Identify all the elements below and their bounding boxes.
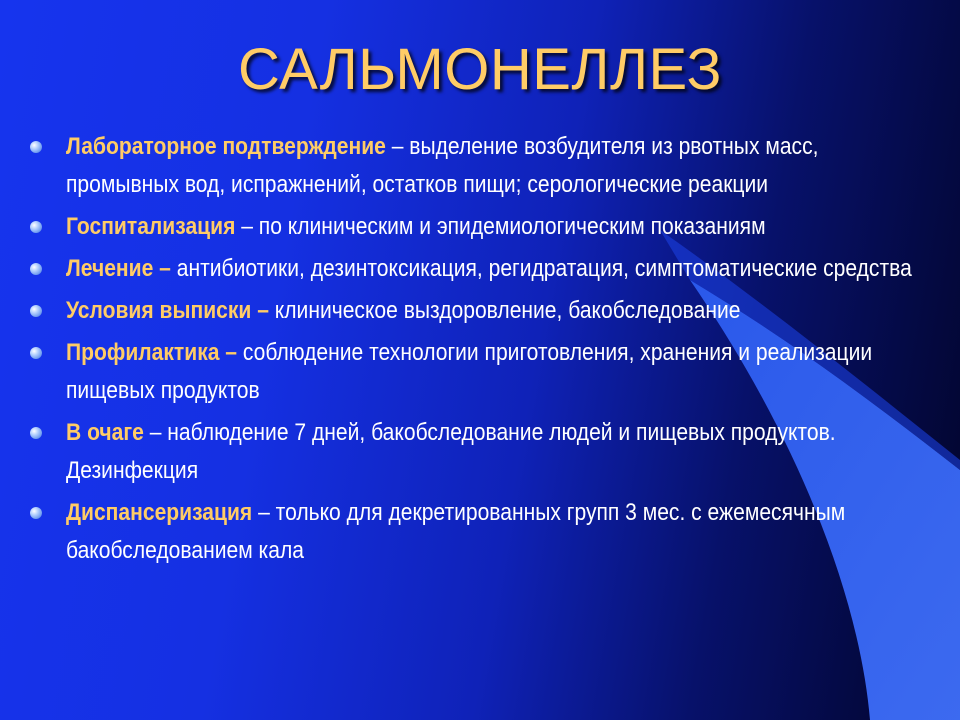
item-heading: Профилактика –	[66, 339, 238, 366]
bullet-dot-icon	[30, 141, 42, 153]
list-item	[28, 334, 928, 410]
item-heading: Лабораторное подтверждение	[66, 133, 386, 160]
list-item	[28, 494, 928, 570]
bullet-dot-icon	[30, 305, 42, 317]
item-text: – только для декретированных групп 3 мес. с ежемесячным бакобследованием кала	[66, 499, 846, 564]
bullet-dot-icon	[30, 263, 42, 275]
bullet-list	[28, 128, 928, 574]
item-text: – наблюдение 7 дней, бакобследование людей и пищевых продуктов. Дезинфекция	[66, 419, 836, 484]
item-text: – выделение возбудителя из рвотных масс, промывных вод, испражнений, остатков пищи; серологические реакции	[66, 133, 819, 198]
list-item	[28, 414, 928, 490]
bullet-dot-icon	[30, 221, 42, 233]
list-item	[28, 250, 928, 288]
slide-title: САЛЬМОНЕЛЛЕЗ	[238, 37, 722, 102]
item-text: клиническое выздоровление, бакобследование	[268, 297, 741, 324]
item-heading: Госпитализация	[66, 213, 236, 240]
item-heading: Условия выписки –	[66, 297, 269, 324]
list-item	[28, 208, 928, 246]
item-heading: Лечение –	[66, 255, 171, 282]
bullet-dot-icon	[30, 347, 42, 359]
item-text: антибиотики, дезинтоксикация, регидратация, симптоматические средства	[170, 255, 912, 282]
bullet-dot-icon	[30, 507, 42, 519]
bullet-dot-icon	[30, 427, 42, 439]
item-text: соблюдение технологии приготовления, хранения и реализации пищевых продуктов	[66, 339, 873, 404]
item-heading: В очаге	[66, 419, 144, 446]
list-item	[28, 292, 928, 330]
item-heading: Диспансеризация	[66, 499, 253, 526]
list-item	[28, 128, 928, 204]
item-text: – по клиническим и эпидемиологическим показаниям	[235, 213, 766, 240]
